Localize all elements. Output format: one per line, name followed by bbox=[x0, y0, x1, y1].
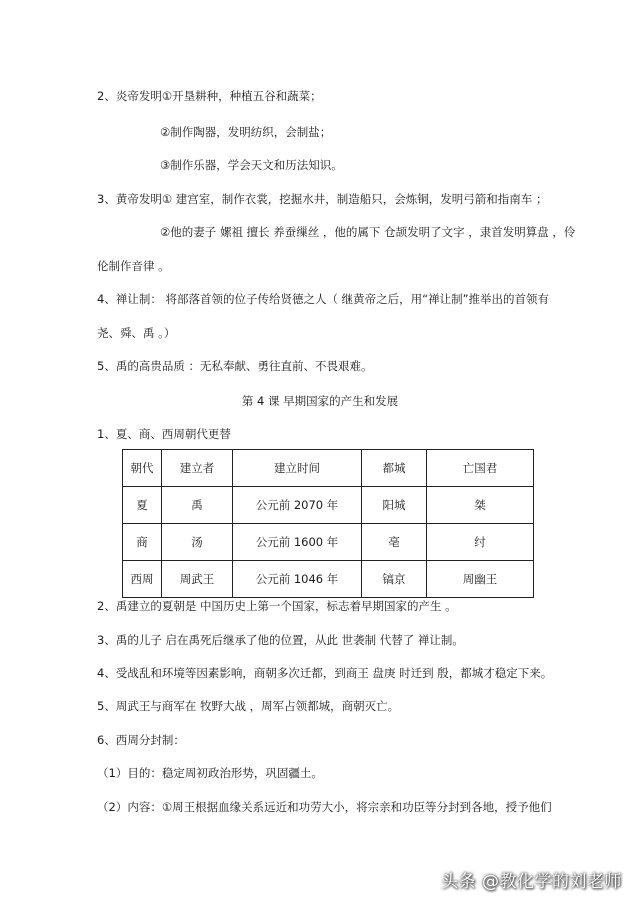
text-line-10: 1、夏、商、西周朝代更替 bbox=[97, 427, 231, 441]
text-line-12: 3、禹的儿子 启在禹死后继承了他的位置，从此 世袭制 代替了 禅让制。 bbox=[97, 633, 464, 647]
table-cell: 公元前 1046 年 bbox=[233, 561, 362, 598]
table-cell: 周武王 bbox=[162, 561, 233, 598]
table-cell: 公元前 1600 年 bbox=[233, 524, 362, 561]
text-line-16: （1）目的：稳定周初政治形势，巩固疆土。 bbox=[97, 766, 323, 780]
dynasty-table bbox=[122, 449, 534, 598]
text-line-5: ②他的妻子 嫘祖 擅长 养蚕缫丝 ，他的属下 仓颉发明了文字 ，隶首发明算盘 ，伶 bbox=[160, 225, 576, 239]
text-line-6: 伦制作音律 。 bbox=[97, 259, 170, 273]
text-line-3: ③制作乐器，学会天文和历法知识。 bbox=[160, 158, 343, 172]
table-cell: 夏 bbox=[123, 487, 162, 524]
text-line-4: 3、黄帝发明① 建宫室，制作衣裳，挖掘水井，制造船只，会炼铜，发明弓箭和指南车 bbox=[97, 192, 533, 206]
text-line-7: 4、禅让制： 将部落首领的位子传给贤德之人（ 继黄帝之后，用“禅让制”推举出的首领有 bbox=[97, 292, 550, 306]
table-header-cell: 都城 bbox=[362, 450, 427, 487]
text-line-13: 4、受战乱和环境等因素影响，商朝多次迁都，到商王 盘庚 时迁到 殷，都城才稳定下来。 bbox=[97, 666, 553, 680]
text-line-1: 2、炎帝发明①开垦耕种，种植五谷和蔬菜； bbox=[97, 89, 322, 103]
watermark: 头条 @教化学的刘老师 bbox=[441, 872, 622, 892]
table-row bbox=[123, 561, 534, 598]
text-line-4b: ； bbox=[536, 192, 548, 206]
text-line-8: 尧、舜、禹 。） bbox=[97, 326, 176, 340]
table-cell: 商 bbox=[123, 524, 162, 561]
table-header-cell: 朝代 bbox=[123, 450, 162, 487]
table-cell: 亳 bbox=[362, 524, 427, 561]
table-header-cell: 亡国君 bbox=[427, 450, 534, 487]
table-cell: 禹 bbox=[162, 487, 233, 524]
text-line-14: 5、周武王与商军在 牧野大战 ，周军占领都城，商朝灭亡。 bbox=[97, 699, 400, 713]
table-header-cell: 建立者 bbox=[162, 450, 233, 487]
table-cell: 纣 bbox=[427, 524, 534, 561]
lesson-title: 第 4 课 早期国家的产生和发展 bbox=[241, 394, 399, 408]
table-cell: 阳城 bbox=[362, 487, 427, 524]
table-cell: 镐京 bbox=[362, 561, 427, 598]
table-cell: 公元前 2070 年 bbox=[233, 487, 362, 524]
text-line-15: 6、西周分封制： bbox=[97, 733, 185, 747]
text-line-9: 5、禹的高贵品质 ：无私奉献、勇往直前、不畏艰难。 bbox=[97, 359, 373, 373]
table-header-cell: 建立时间 bbox=[233, 450, 362, 487]
text-line-2: ②制作陶器，发明纺织，会制盐； bbox=[160, 125, 332, 139]
text-line-11: 2、禹建立的夏朝是 中国历史上第一个国家，标志着早期国家的产生 。 bbox=[97, 599, 457, 613]
table-row bbox=[123, 524, 534, 561]
table-cell: 周幽王 bbox=[427, 561, 534, 598]
table-row bbox=[123, 487, 534, 524]
text-line-17: （2）内容：①周王根据血缘关系远近和功劳大小，将宗亲和功臣等分封到各地，授予他们 bbox=[97, 800, 552, 814]
table-cell: 汤 bbox=[162, 524, 233, 561]
table-cell: 西周 bbox=[123, 561, 162, 598]
table-header-row bbox=[123, 450, 534, 487]
table-cell: 桀 bbox=[427, 487, 534, 524]
